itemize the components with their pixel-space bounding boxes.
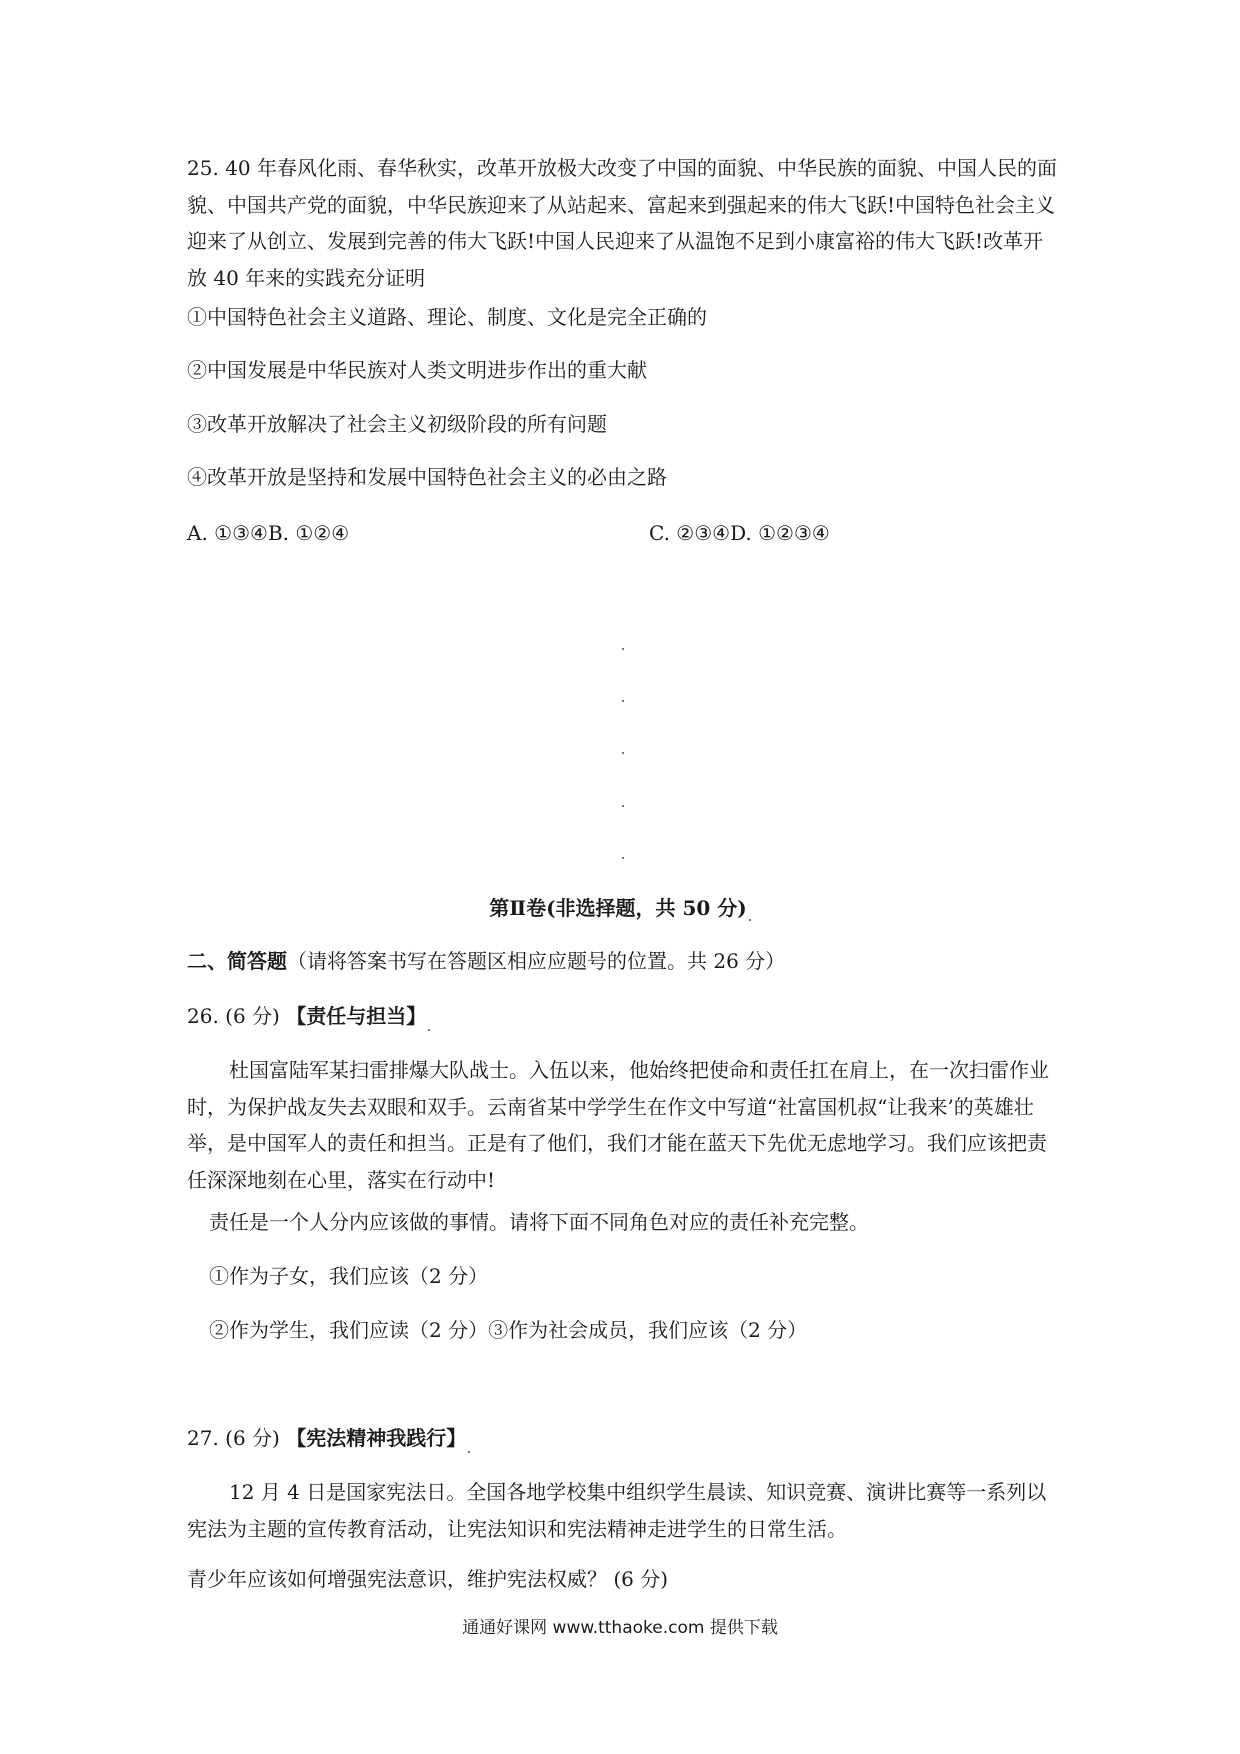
q25-options [187,518,830,548]
q26-sub-1: ①作为子女，我们应该（2 分） [209,1264,489,1288]
q25-options-cd: C. ②③④D. ①②③④ [649,521,830,545]
q27-header [187,1423,470,1453]
q26-topic: 【责任与担当】 [286,1004,427,1028]
scan-dot [622,648,624,650]
section-title [0,892,1240,921]
section-heading-note: （请将答案书写在答题区相应应题号的位置。共 26 分） [287,949,786,973]
scan-dot [622,700,624,702]
q25-item-4: ④改革开放是坚持和发展中国特色社会主义的必由之路 [187,465,667,489]
q26-passage: 杜国富陆军某扫雷排爆大队战士。入伍以来，他始终把使命和责任扛在肩上，在一次扫雷作业时，为保护战友失去双眼和双手。云南省某中学学生在作文中写道“社富国机叔“让我来’的英雄壮举，是中国军人的责任和担当。正是有了他们，我们才能在蓝天下先优无虑地学习。我们应该把责任深深地刻在心里，落实在行动中! [187,1058,1049,1192]
scan-dot [622,805,624,807]
scan-dot [428,1029,430,1031]
q27-passage: 12 月 4 日是国家宪法日。全国各地学校集中组织学生晨读、知识竞赛、演讲比赛等一系列以宪法为主题的宣传教育活动，让宪法知识和宪法精神走进学生的日常生活。 [187,1480,1047,1541]
scan-dot [622,857,624,859]
q25-item-1: ①中国特色社会主义道路、理论、制度、文化是完全正确的 [187,305,707,329]
scan-dot [622,752,624,754]
q25-item-2: ②中国发展是中华民族对人类文明进步作出的重大献 [187,358,647,382]
q26-prompt: 责任是一个人分内应该做的事情。请将下面不同角色对应的责任补充完整。 [209,1210,869,1234]
q26-sub-2: ②作为学生，我们应读（2 分）③作为社会成员，我们应该（2 分） [209,1318,808,1342]
q27-question: 青少年应该如何增强宪法意识，维护宪法权威？ (6 分) [187,1567,669,1591]
scan-dot [749,919,751,921]
section-title-text: 第Ⅱ卷(非选择题，共 50 分) [489,896,747,920]
section-heading [187,946,785,976]
q26-header [187,1001,430,1031]
q26-number: 26. (6 分) [187,1004,280,1028]
q25-stem: 25. 40 年春风化雨、春华秋实，改革开放极大改变了中国的面貌、中华民族的面貌、中国人民的面貌、中国共产党的面貌，中华民族迎来了从站起来、富起来到强起来的伟大飞跃!中国特色社会主义迎来了从创立、发展到完善的伟大飞跃!中国人民迎来了从温饱不足到小康富裕的伟大飞跃!改革开放 40 年来的实践充分证明 [187,156,1057,290]
q27-topic: 【宪法精神我践行】 [286,1426,467,1450]
q27-number: 27. (6 分) [187,1426,280,1450]
section-heading-bold: 二、简答题 [187,949,287,973]
scan-dot [468,1451,470,1453]
footer-watermark: 通通好课网 www.tthaoke.com 提供下载 [462,1618,778,1638]
q25-options-ab: A. ①③④B. ①②④ [187,521,350,545]
q25-item-3: ③改革开放解决了社会主义初级阶段的所有问题 [187,412,607,436]
